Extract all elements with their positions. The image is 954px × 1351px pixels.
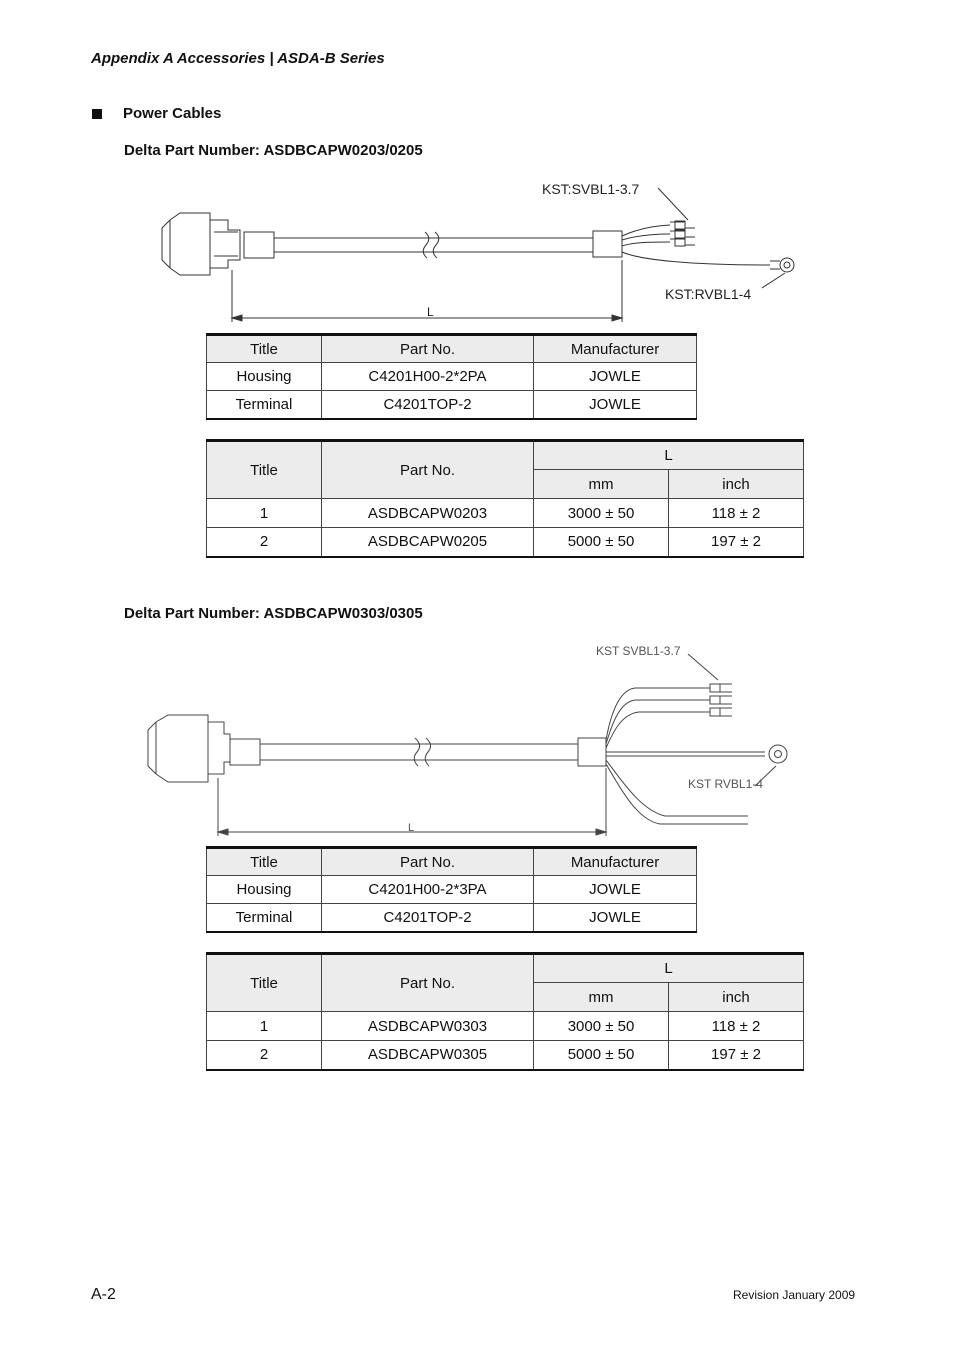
cable2-length-table xyxy=(206,952,804,1071)
table-row xyxy=(207,363,697,391)
table-cell: 118 ± 2 xyxy=(669,499,804,528)
cable1-parts-table xyxy=(206,333,697,420)
table-cell: 5000 ± 50 xyxy=(534,1041,669,1070)
page-header: Appendix A Accessories | ASDA-B Series xyxy=(91,50,385,67)
cable1-diagram xyxy=(150,170,820,330)
table-cell: ASDBCAPW0205 xyxy=(322,528,534,557)
table-cell: Housing xyxy=(207,876,322,904)
table-cell: 197 ± 2 xyxy=(669,1041,804,1070)
table-row xyxy=(207,528,804,557)
cable1-end-sleeve xyxy=(593,231,622,257)
table-header: Manufacturer xyxy=(534,335,697,363)
cable2-svbl-leader xyxy=(688,654,718,680)
table-cell: Terminal xyxy=(207,391,322,419)
table-header: Manufacturer xyxy=(534,848,697,876)
table-cell: 118 ± 2 xyxy=(669,1012,804,1041)
table-header: Title xyxy=(207,441,322,499)
table-header: Part No. xyxy=(322,441,534,499)
table-header: Title xyxy=(207,848,322,876)
table-cell: 3000 ± 50 xyxy=(534,499,669,528)
table-cell: 3000 ± 50 xyxy=(534,1012,669,1041)
table-cell: C4201TOP-2 xyxy=(322,391,534,419)
table-cell: ASDBCAPW0305 xyxy=(322,1041,534,1070)
table-cell: JOWLE xyxy=(534,363,697,391)
cable2-parts-table xyxy=(206,846,697,933)
cable1-part-number: Delta Part Number: ASDBCAPW0203/0205 xyxy=(124,142,423,159)
page-number: A-2 xyxy=(91,1286,116,1303)
cable2-connector-housing xyxy=(148,715,230,782)
table-cell: C4201H00-2*2PA xyxy=(322,363,534,391)
table-header: L xyxy=(534,954,804,983)
table-cell: Terminal xyxy=(207,904,322,932)
table-cell: 197 ± 2 xyxy=(669,528,804,557)
revision-note: Revision January 2009 xyxy=(733,1288,856,1302)
table-row xyxy=(207,1041,804,1070)
table-cell: 5000 ± 50 xyxy=(534,528,669,557)
cable1-svbl-leader xyxy=(658,188,688,220)
table-header: inch xyxy=(669,470,804,499)
cable2-diagram xyxy=(140,638,820,843)
table-row xyxy=(207,1012,804,1041)
table-header: Title xyxy=(207,335,322,363)
cable1-rvbl-leader xyxy=(762,273,785,288)
table-cell: JOWLE xyxy=(534,876,697,904)
table-cell: 2 xyxy=(207,1041,322,1070)
cable2-rvbl-label: KST RVBL1-4 xyxy=(688,777,763,791)
cable2-part-number: Delta Part Number: ASDBCAPW0303/0305 xyxy=(124,605,423,622)
table-row xyxy=(207,904,697,932)
table-row xyxy=(207,391,697,419)
table-cell: JOWLE xyxy=(534,391,697,419)
table-header: L xyxy=(534,441,804,470)
cable2-end-sleeve xyxy=(578,738,606,766)
cable1-svbl-label: KST:SVBL1-3.7 xyxy=(542,181,640,197)
cable1-connector-housing xyxy=(162,213,240,275)
table-header: Title xyxy=(207,954,322,1012)
table-header: Part No. xyxy=(322,335,534,363)
table-header: inch xyxy=(669,983,804,1012)
table-header: mm xyxy=(534,470,669,499)
cable2-sleeve xyxy=(230,739,260,765)
table-cell: C4201H00-2*3PA xyxy=(322,876,534,904)
square-bullet-icon xyxy=(92,109,102,119)
table-cell: ASDBCAPW0303 xyxy=(322,1012,534,1041)
section-title xyxy=(92,105,221,122)
cable1-length-label: L xyxy=(427,305,434,319)
section-title-text: Power Cables xyxy=(123,105,222,122)
cable1-sleeve xyxy=(244,232,274,258)
table-header: Part No. xyxy=(322,954,534,1012)
table-cell: 1 xyxy=(207,1012,322,1041)
table-cell: C4201TOP-2 xyxy=(322,904,534,932)
table-cell: 1 xyxy=(207,499,322,528)
table-row xyxy=(207,499,804,528)
cable2-svbl-label: KST SVBL1-3.7 xyxy=(596,644,681,658)
table-header: Part No. xyxy=(322,848,534,876)
table-header: mm xyxy=(534,983,669,1012)
table-cell: 2 xyxy=(207,528,322,557)
cable1-rvbl-label: KST:RVBL1-4 xyxy=(665,286,752,302)
cable2-length-label: L xyxy=(408,822,415,834)
table-cell: Housing xyxy=(207,363,322,391)
table-cell: JOWLE xyxy=(534,904,697,932)
cable1-length-table xyxy=(206,439,804,558)
table-row xyxy=(207,876,697,904)
table-cell: ASDBCAPW0203 xyxy=(322,499,534,528)
